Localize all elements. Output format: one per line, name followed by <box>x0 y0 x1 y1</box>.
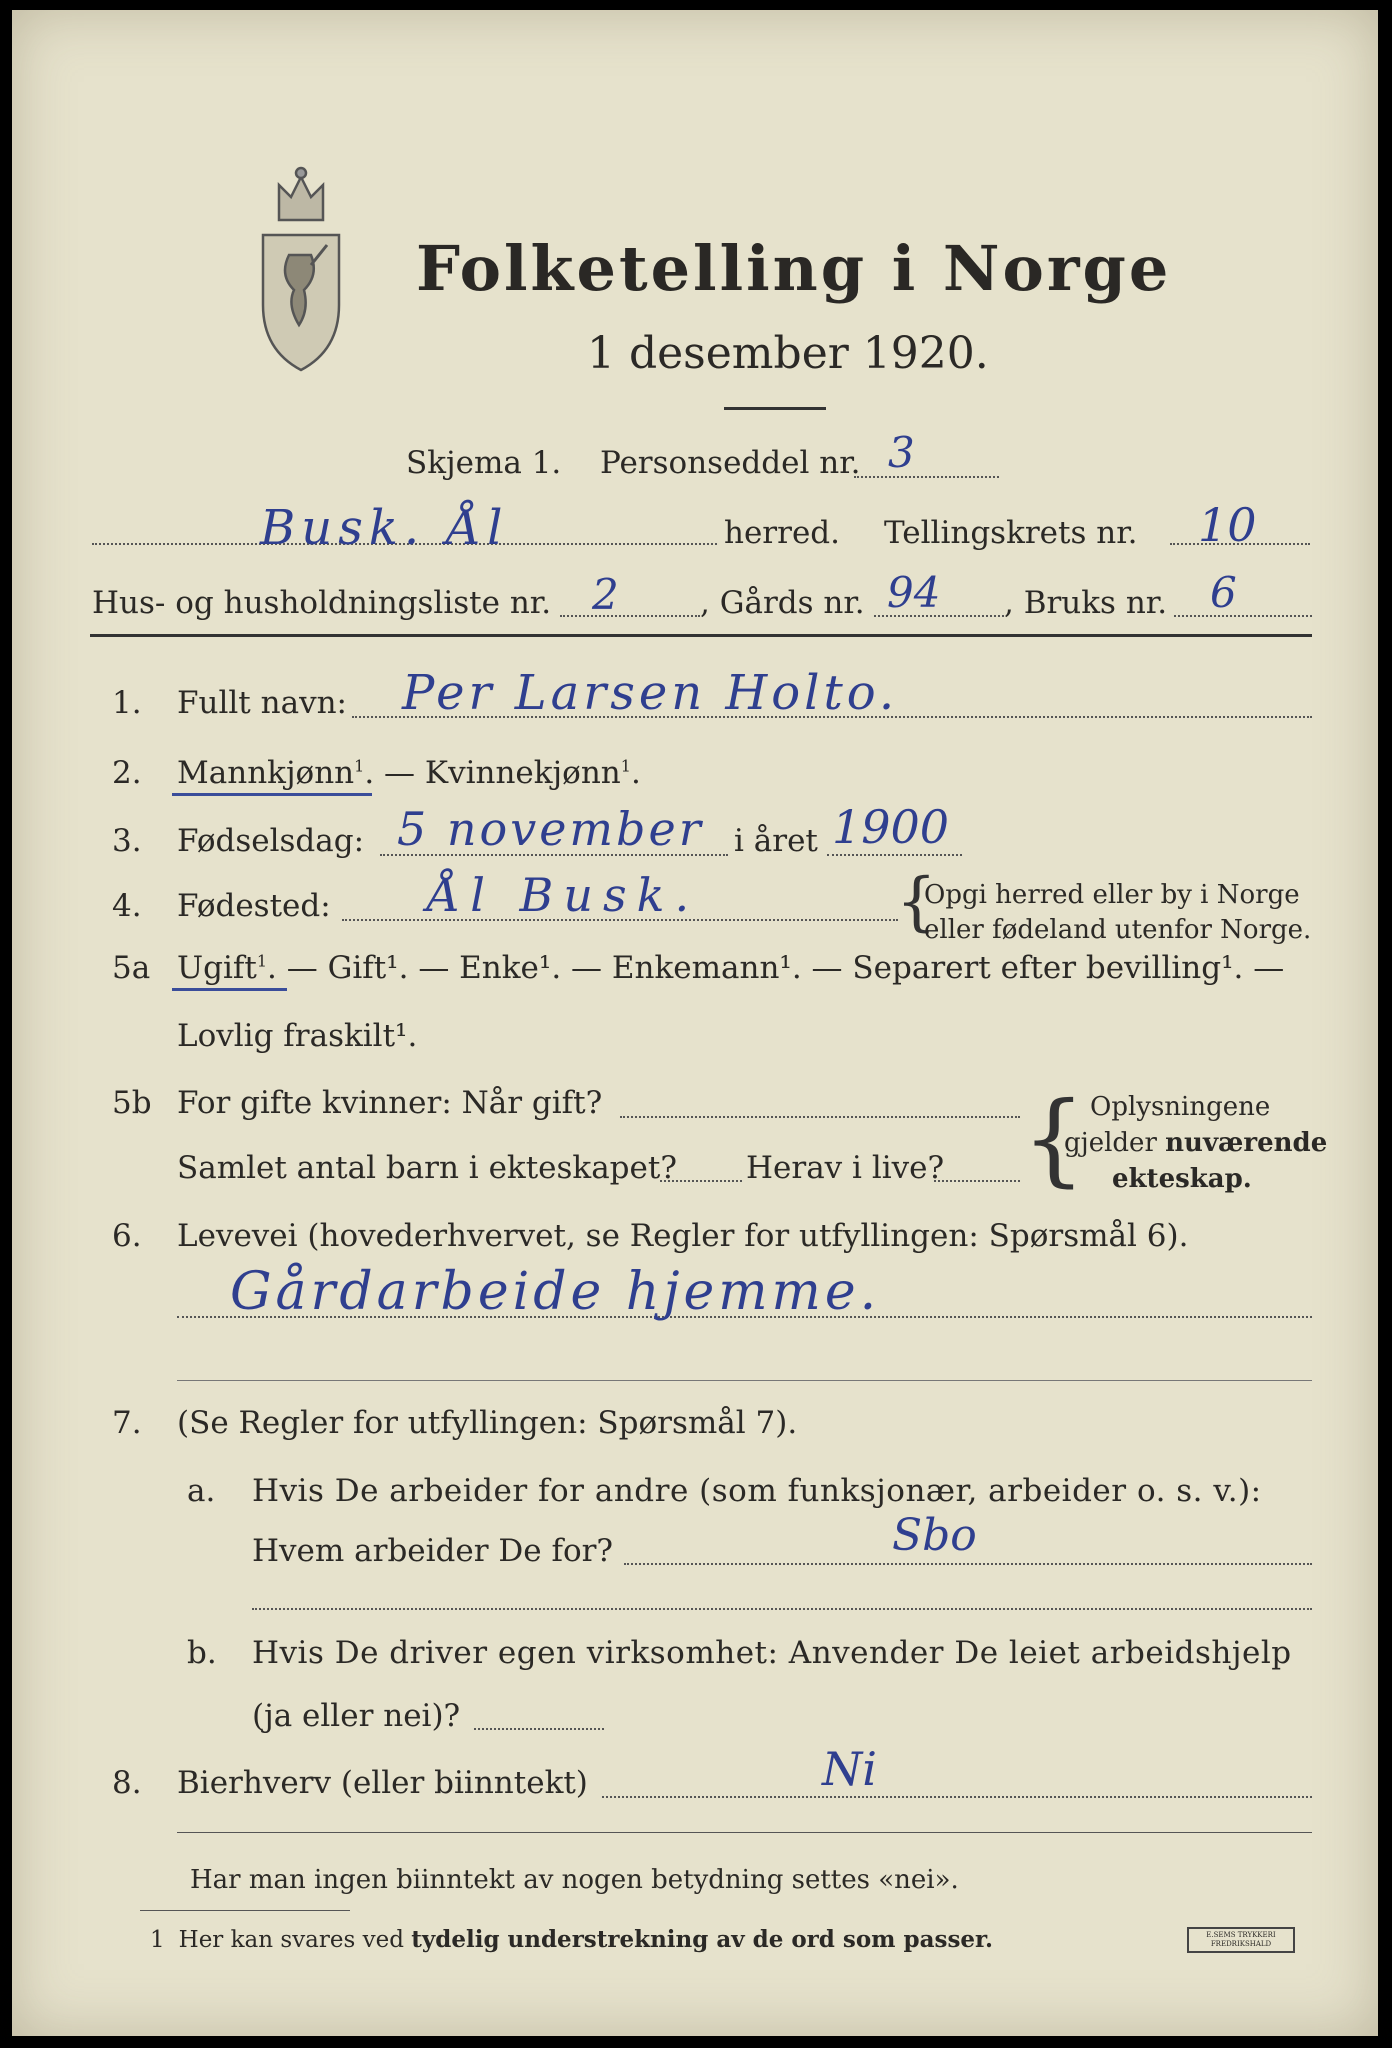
tellingskrets-value[interactable]: 10 <box>1198 498 1257 552</box>
q1-label: Fullt navn: <box>177 685 347 721</box>
q4-note-1: Opgi herred eller by i Norge <box>924 880 1300 910</box>
footnote-rule <box>140 1910 350 1911</box>
year-label: i året <box>734 823 818 859</box>
q7a-field2 <box>252 1608 1312 1610</box>
q4-label: Fødested: <box>177 888 331 924</box>
q7b-line1: Hvis De driver egen virksomhet: Anvender De leiet arbeidshjelp <box>252 1635 1292 1671</box>
q6-number: 6. <box>112 1218 142 1254</box>
footnote: 1 Her kan svares ved tydelig understrekning av de ord som passer. <box>150 1926 994 1953</box>
q2-number: 2. <box>112 755 142 791</box>
birthdate-value[interactable]: 5 november <box>397 802 704 856</box>
full-name-value[interactable]: Per Larsen Holto. <box>402 665 899 721</box>
q2-line: Mannkjønn$^1$. — Kvinnekjønn$^1$. <box>177 755 641 791</box>
gards-label: , Gårds nr. <box>700 585 865 621</box>
q7b-field <box>474 1728 604 1730</box>
q7b-line2: (ja eller nei)? <box>252 1698 461 1734</box>
q7a-line1: Hvis De arbeider for andre (som funksjonær, arbeider o. s. v.): <box>252 1473 1262 1509</box>
herred-value[interactable]: Busk. Ål <box>260 500 509 556</box>
personseddel-label: Personseddel nr. <box>600 445 861 481</box>
q7a-field <box>624 1563 1312 1565</box>
bruks-label: , Bruks nr. <box>1004 585 1168 621</box>
q6-line2 <box>177 1380 1312 1381</box>
hus-label: Hus- og husholdningsliste nr. <box>92 585 552 621</box>
q4-note-2: eller fødeland utenfor Norge. <box>924 915 1312 945</box>
q6-label: Levevei (hovederhvervet, se Regler for utfyllingen: Spørsmål 6). <box>177 1218 1189 1254</box>
q7a-line2: Hvem arbeider De for? <box>252 1533 614 1569</box>
q8-label: Bierhverv (eller biinntekt) <box>177 1765 588 1801</box>
q8-number: 8. <box>112 1765 142 1801</box>
q3-label: Fødselsdag: <box>177 823 365 859</box>
female-option[interactable]: Kvinnekjønn <box>424 755 621 791</box>
footer-note: Har man ingen biinntekt av nogen betydning settes «nei». <box>190 1865 959 1895</box>
ugift-underline <box>172 988 287 991</box>
q5b-number: 5b <box>112 1085 152 1121</box>
q5b-line1-field <box>620 1116 1020 1118</box>
q1-number: 1. <box>112 685 142 721</box>
q5b-line2b: Herav i live? <box>746 1150 945 1186</box>
male-option[interactable]: Mannkjønn <box>177 755 355 791</box>
q7a-letter: a. <box>187 1473 216 1509</box>
schema-label: Skjema 1. <box>406 445 562 481</box>
q5b-note-2: gjelder nuværende <box>1064 1128 1328 1158</box>
q7-number: 7. <box>112 1405 142 1441</box>
side-income-value[interactable]: Ni <box>822 1742 877 1796</box>
census-form <box>12 10 1378 2036</box>
personseddel-value[interactable]: 3 <box>888 428 915 477</box>
hus-value[interactable]: 2 <box>592 570 619 619</box>
page-title: Folketelling i Norge <box>416 232 1172 305</box>
q5b-line2a-field <box>660 1180 742 1182</box>
year-line <box>827 854 962 856</box>
census-date: 1 desember 1920. <box>587 328 989 379</box>
occupation-value[interactable]: Gårdarbeide hjemme. <box>230 1262 881 1322</box>
bruks-line <box>1174 615 1312 617</box>
header-rule <box>90 634 1312 637</box>
q4-brace: { <box>896 865 937 939</box>
gards-value[interactable]: 94 <box>887 568 941 617</box>
q5a-line: Ugift$^1$. — Gift¹. — Enke¹. — Enkemann¹. — Separert efter bevilling¹. — <box>177 950 1285 986</box>
tellingskrets-label: Tellingskrets nr. <box>884 515 1138 551</box>
q8-field <box>602 1796 1312 1798</box>
herred-label: herred. <box>724 515 840 551</box>
q5a-number: 5a <box>112 950 151 986</box>
male-underline <box>172 793 372 796</box>
title-divider <box>724 407 826 410</box>
q5b-line1: For gifte kvinner: Når gift? <box>177 1085 603 1121</box>
printer-stamp: E.SEMS TRYKKERI FREDRIKSHALD <box>1187 1927 1295 1953</box>
q5b-line2a: Samlet antal barn i ekteskapet? <box>177 1150 677 1186</box>
q5b-note-1: Oplysningene <box>1090 1092 1271 1122</box>
hus-line <box>560 615 700 617</box>
personseddel-line <box>854 476 999 478</box>
q5b-line2b-field <box>934 1180 1020 1182</box>
q7-label: (Se Regler for utfyllingen: Spørsmål 7). <box>177 1405 798 1441</box>
employer-value[interactable]: Sbo <box>892 1510 977 1561</box>
coat-of-arms-icon <box>249 165 353 375</box>
q4-number: 4. <box>112 888 142 924</box>
birthyear-value[interactable]: 1900 <box>832 800 950 854</box>
q5b-note-3: ekteskap. <box>1112 1164 1252 1194</box>
q3-number: 3. <box>112 823 142 859</box>
q7b-letter: b. <box>187 1635 217 1671</box>
bruks-value[interactable]: 6 <box>1210 568 1237 617</box>
footer-rule <box>177 1832 1312 1833</box>
birthplace-value[interactable]: Ål Busk. <box>427 868 700 922</box>
ugift-option[interactable]: Ugift <box>177 950 257 986</box>
q5a-line2: Lovlig fraskilt¹. <box>177 1018 418 1054</box>
q5b-brace: { <box>1022 1080 1086 1197</box>
